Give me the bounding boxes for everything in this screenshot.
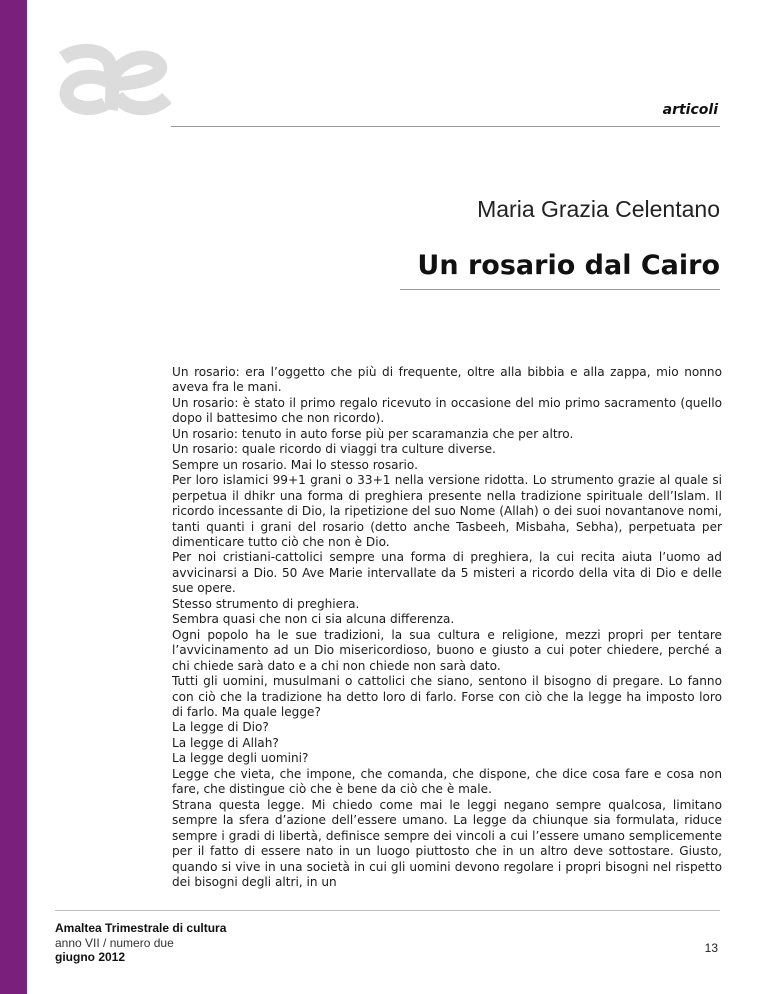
paragraph: La legge degli uomini? [172, 751, 309, 766]
title-divider [400, 289, 720, 290]
paragraph: La legge di Allah? [172, 735, 279, 750]
ae-ligature-logo [55, 42, 171, 118]
paragraph: Un rosario: era l’oggetto che più di frequente, oltre alla bibbia e alla zappa, mio nonno aveva fra le mani. [172, 365, 722, 395]
issue-date: giugno 2012 [55, 950, 126, 964]
article-title: Un rosario dal Cairo [417, 250, 720, 281]
issue-info: anno VII / numero due [55, 935, 174, 950]
paragraph: Per loro islamici 99+1 grani o 33+1 nella versione ridotta. Lo strumento grazie al quale si perpetua il dhikr una forma di preghiera presente nella tradizione spirituale dell’Islam. Il ricordo incessante di Dio, la ripetizione del suo Nome (Allah) o dei suoi novantanove nomi, tanti quanti i grani del rosario (detto anche Tasbeeh, Misbaha, Sebha), perpetuata per dimenticare tutto ciò che non è Dio. [172, 473, 722, 549]
sidebar-stripe [0, 0, 27, 994]
section-label: articoli [662, 102, 718, 118]
footer-info [55, 921, 226, 965]
page-number: 13 [704, 941, 718, 955]
paragraph: Sembra quasi che non ci sia alcuna differenza. [172, 612, 455, 627]
header-divider [171, 126, 720, 127]
footer-divider [55, 910, 720, 911]
paragraph: Un rosario: tenuto in auto forse più per scaramanzia che per altro. [172, 426, 574, 441]
paragraph: Per noi cristiani-cattolici sempre una forma di preghiera, la cui recita aiuta l’uomo ad avvicinarsi a Dio. 50 Ave Marie intervallate da 5 misteri a ricordo della vita di Dio e delle sue opere. [172, 550, 722, 596]
paragraph: Strana questa legge. Mi chiedo come mai le leggi negano sempre qualcosa, limitano sempre la sfera d’azione dell’essere umano. La legge da chiunque sia formulata, riduce sempre i gradi di libertà, definisce sempre dei vincoli a cui l’essere umano semplicemente per il fatto di essere nato in un luogo piuttosto che in un altro deve sottostare. Giusto, quando si vive in una società in cui gli uomini devono regolare i propri bisogni nel rispetto dei bisogni degli altri, in un [172, 797, 722, 889]
paragraph: Ogni popolo ha le sue tradizioni, la sua cultura e religione, mezzi propri per tentare l’avvicinamento ad un Dio misericordioso, buono e giusto a cui poter chiedere, perché a chi chiede sarà dato e a chi non chiede non sarà dato. [172, 627, 722, 673]
author-name: Maria Grazia Celentano [477, 196, 720, 222]
paragraph: La legge di Dio? [172, 720, 269, 735]
article-body [172, 365, 722, 890]
paragraph: Un rosario: è stato il primo regalo ricevuto in occasione del mio primo sacramento (quello dopo il battesimo che non ricordo). [172, 395, 722, 426]
paragraph: Sempre un rosario. Mai lo stesso rosario. [172, 457, 418, 472]
paragraph: Legge che vieta, che impone, che comanda, che dispone, che dice cosa fare e cosa non fare, che distingue ciò che è bene da ciò che è male. [172, 766, 722, 797]
paragraph: Un rosario: quale ricordo di viaggi tra culture diverse. [172, 442, 496, 457]
paragraph: Tutti gli uomini, musulmani o cattolici che siano, sentono il bisogno di pregare. Lo fanno con ciò che la tradizione ha detto loro di farlo. Forse con ciò che la legge ha imposto loro di farlo. Ma quale legge? [172, 674, 722, 719]
publication-name: Amaltea Trimestrale di cultura [55, 921, 227, 935]
paragraph: Stesso strumento di preghiera. [172, 596, 360, 611]
